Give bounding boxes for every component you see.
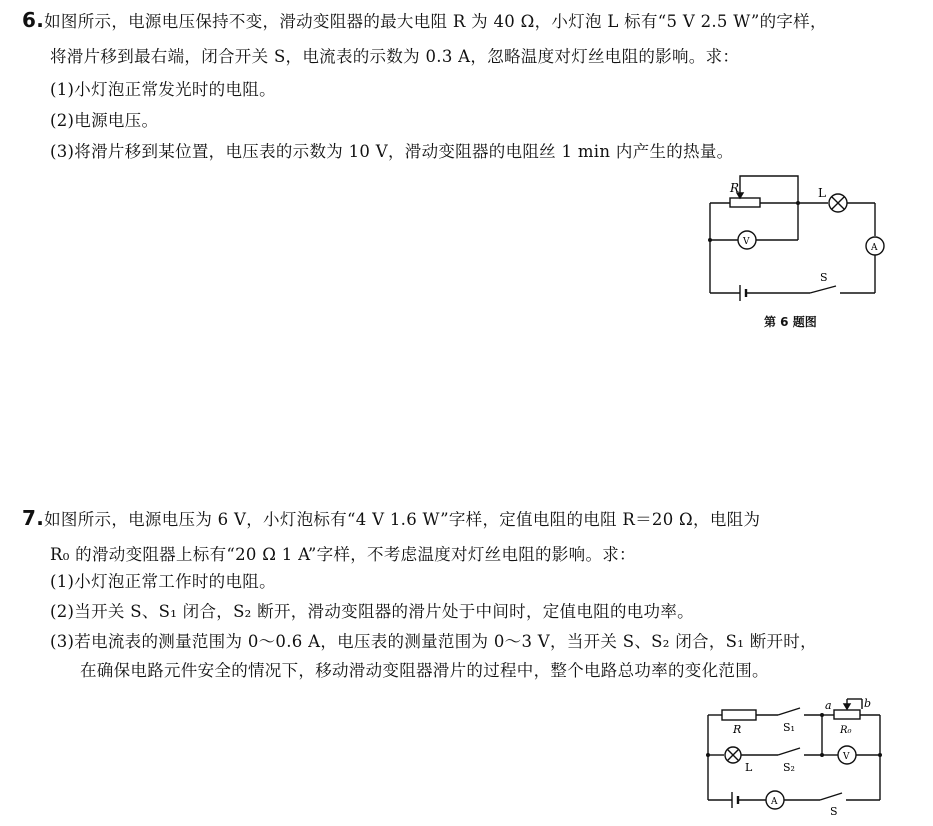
rheostat-R <box>730 198 760 207</box>
q6-subquestion-1: (1)小灯泡正常发光时的电阻。 <box>50 80 276 99</box>
q7-circuit-diagram <box>700 695 890 820</box>
label-S1: S₁ <box>783 721 795 734</box>
q7-subquestion-3a: (3)若电流表的测量范围为 0～0.6 A，电压表的测量范围为 0～3 V，当开关 S、S₂ 闭合，S₁ 断开时， <box>50 632 817 651</box>
q7-subquestion-3b: 在确保电路元件安全的情况下，移动滑动变阻器滑片的过程中，整个电路总功率的变化范围。 <box>80 661 769 680</box>
q6-number: 6. <box>22 8 45 32</box>
q6-line-2: 将滑片移到最右端，闭合开关 S，电流表的示数为 0.3 A，忽略温度对灯丝电阻的影响。求： <box>50 47 740 66</box>
label-R: R <box>730 181 740 195</box>
q6-line-1: 6.如图所示，电源电压保持不变，滑动变阻器的最大电阻 R 为 40 Ω，小灯泡 L 标有“5 V 2.5 W”的字样， <box>22 8 827 32</box>
rheostat-R0 <box>834 710 860 719</box>
q7-line-2: R₀ 的滑动变阻器上标有“20 Ω 1 A”字样，不考虑温度对灯丝电阻的影响。求： <box>50 545 636 564</box>
label-R0: R₀ <box>840 725 852 736</box>
resistor-R <box>722 710 756 720</box>
label-A: A <box>771 797 778 807</box>
label-V: V <box>843 752 850 762</box>
label-A: A <box>871 243 878 253</box>
q7-subquestion-1: (1)小灯泡正常工作时的电阻。 <box>50 572 276 591</box>
q6-figure-caption: 第 6 题图 <box>764 315 817 329</box>
q7-line-1: 7.如图所示，电源电压为 6 V，小灯泡标有“4 V 1.6 W”字样，定值电阻的电阻 R＝20 Ω，电阻为 <box>22 506 761 530</box>
label-R: R <box>733 723 742 736</box>
switch-S <box>820 793 842 800</box>
switch-S1 <box>778 708 800 715</box>
label-a: a <box>825 699 832 712</box>
switch-S2 <box>778 748 800 755</box>
label-S: S <box>830 805 838 818</box>
q6-circuit-diagram <box>700 168 900 308</box>
label-S2: S₂ <box>783 761 795 774</box>
label-V: V <box>743 237 750 247</box>
label-L: L <box>745 761 753 774</box>
label-b: b <box>864 697 872 710</box>
label-S: S <box>820 271 828 284</box>
label-L: L <box>818 186 826 200</box>
q6-subquestion-2: (2)电源电压。 <box>50 111 159 130</box>
switch-S <box>810 286 836 293</box>
q7-subquestion-2: (2)当开关 S、S₁ 闭合，S₂ 断开，滑动变阻器的滑片处于中间时，定值电阻的电功率。 <box>50 602 694 621</box>
q7-number: 7. <box>22 506 45 530</box>
q6-subquestion-3: (3)将滑片移到某位置，电压表的示数为 10 V，滑动变阻器的电阻丝 1 min 内产生的热量。 <box>50 142 734 161</box>
